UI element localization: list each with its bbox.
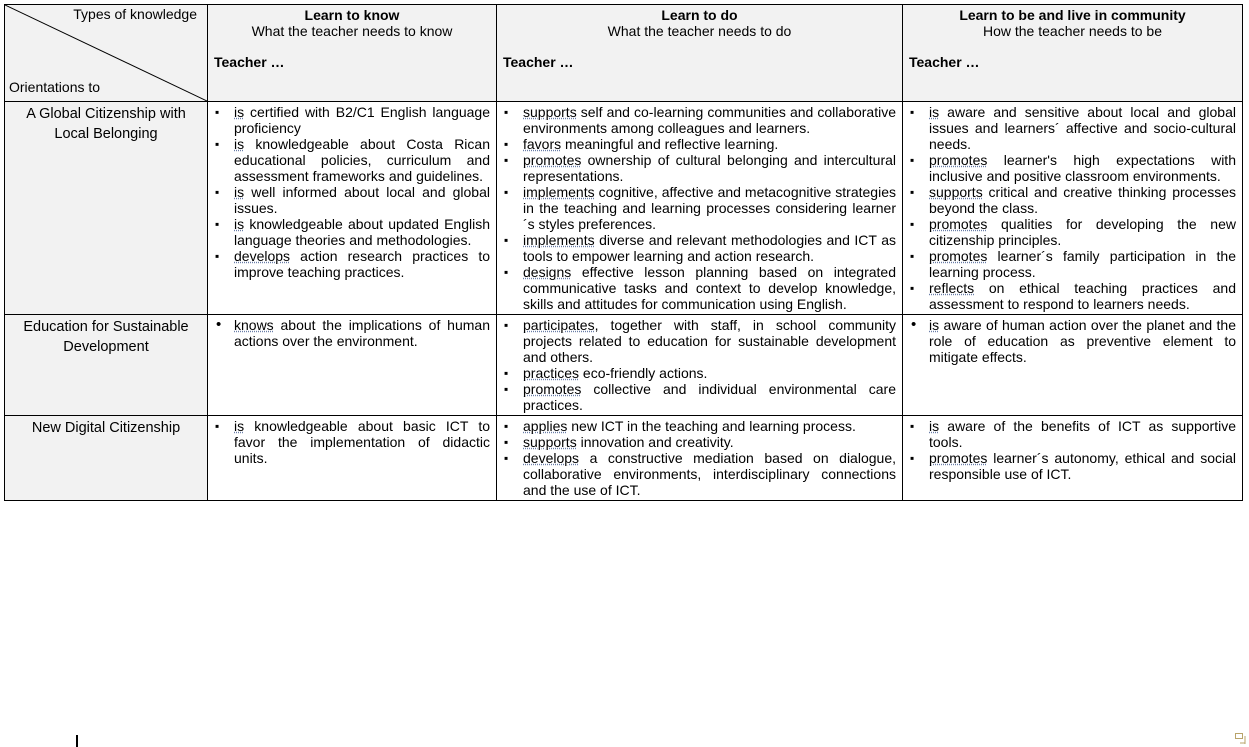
item-verb: reflects: [929, 280, 975, 296]
corner-top-label: Types of knowledge: [73, 6, 197, 22]
list-item: [503, 365, 896, 381]
item-verb: promotes: [523, 381, 582, 397]
cell-learn-to-know: [208, 102, 497, 315]
column-teacher-label: Teacher …: [214, 54, 285, 70]
item-text: action research practices to improve teaching practices.: [234, 248, 490, 280]
column-title: Learn to be and live in community: [959, 7, 1186, 23]
column-header-learn-to-be: [903, 5, 1243, 102]
item-text: , together with staff, in school community projects related to education for sustainable development and others.: [523, 317, 896, 365]
item-text: learner´s autonomy, ethical and social responsible use of ICT.: [929, 450, 1236, 482]
list-item: [503, 450, 896, 498]
list-item: [909, 418, 1236, 450]
item-verb: implements: [523, 184, 595, 200]
item-text: new ICT in the teaching and learning process.: [567, 418, 856, 434]
column-header-learn-to-know: [208, 5, 497, 102]
item-verb: practices: [523, 365, 580, 381]
list-item: [214, 248, 490, 280]
text-cursor-mark: [76, 735, 80, 747]
item-verb: is: [234, 216, 245, 232]
cell-learn-to-know: [208, 315, 497, 416]
item-verb: supports: [523, 434, 577, 450]
item-text: well informed about local and global issues.: [234, 184, 490, 216]
list-item: [909, 184, 1236, 216]
list-item: [503, 136, 896, 152]
list-item: [503, 104, 896, 136]
item-verb: promotes: [929, 248, 988, 264]
item-text: aware and sensitive about local and global issues and learners´ affective and socio-cultural needs.: [929, 104, 1236, 152]
bullet-list: [909, 104, 1236, 312]
cell-learn-to-do: [497, 416, 903, 501]
list-item: [503, 418, 896, 434]
list-item: [503, 434, 896, 450]
item-text: diverse and relevant methodologies and ICT as tools to empower learning and action research.: [523, 232, 896, 264]
list-item: [909, 104, 1236, 152]
item-text: collective and individual environmental care practices.: [523, 381, 896, 413]
item-verb: promotes: [523, 152, 582, 168]
item-text: about the implications of human actions over the environment.: [234, 317, 490, 349]
cell-learn-to-be: [903, 416, 1243, 501]
row-global-citizenship: [5, 102, 1243, 315]
item-verb: knows: [234, 317, 274, 333]
list-item: [214, 136, 490, 184]
list-item: [909, 450, 1236, 482]
row-label: A Global Citizenship with Local Belonging: [5, 102, 208, 315]
item-text: ownership of cultural belonging and intercultural representations.: [523, 152, 896, 184]
column-teacher-label: Teacher …: [909, 54, 980, 70]
item-text: knowledgeable about Costa Rican educational policies, curriculum and assessment frameworks and guidelines.: [234, 136, 490, 184]
item-text: eco-friendly actions.: [579, 365, 708, 381]
header-row: [5, 5, 1243, 102]
item-text: learner's high expectations with inclusive and positive classroom environments.: [929, 152, 1236, 184]
item-verb: develops: [523, 450, 580, 466]
list-item: [214, 317, 490, 349]
bullet-list: [214, 104, 490, 280]
item-text: critical and creative thinking processes beyond the class.: [929, 184, 1236, 216]
layout-options-icon[interactable]: [1235, 733, 1247, 745]
column-teacher-label: Teacher …: [503, 54, 574, 70]
item-verb: implements: [523, 232, 595, 248]
list-item: [909, 152, 1236, 184]
item-verb: promotes: [929, 152, 988, 168]
item-verb: supports: [929, 184, 983, 200]
item-text: learner´s family participation in the learning process.: [929, 248, 1236, 280]
item-text: aware of human action over the planet and the role of education as preventive element to mitigate effects.: [929, 317, 1236, 365]
item-verb: promotes: [929, 216, 988, 232]
cell-learn-to-know: [208, 416, 497, 501]
list-item: [503, 232, 896, 264]
cell-learn-to-be: [903, 315, 1243, 416]
item-verb: designs: [523, 264, 572, 280]
list-item: [909, 317, 1236, 365]
column-header-learn-to-do: [497, 5, 903, 102]
item-verb: participates: [523, 317, 595, 333]
list-item: [503, 152, 896, 184]
list-item: [503, 184, 896, 232]
column-subtitle: What the teacher needs to do: [607, 23, 792, 39]
list-item: [214, 418, 490, 466]
bullet-list: [909, 418, 1236, 482]
item-text: knowledgeable about basic ICT to favor the implementation of didactic units.: [234, 418, 490, 466]
row-sustainable-development: [5, 315, 1243, 416]
cell-learn-to-do: [497, 315, 903, 416]
corner-cell: [5, 5, 208, 102]
cell-learn-to-be: [903, 102, 1243, 315]
item-verb: supports: [523, 104, 577, 120]
item-text: certified with B2/C1 English language proficiency: [234, 104, 490, 136]
bullet-list: [503, 104, 896, 312]
column-title: Learn to do: [661, 7, 738, 23]
list-item: [503, 317, 896, 365]
row-label: New Digital Citizenship: [5, 416, 208, 501]
item-text: knowledgeable about updated English language theories and methodologies.: [234, 216, 490, 248]
bullet-list: [214, 418, 490, 466]
item-verb: develops: [234, 248, 291, 264]
column-title: Learn to know: [304, 7, 400, 23]
column-subtitle: What the teacher needs to know: [251, 23, 453, 39]
item-text: meaningful and reflective learning.: [561, 136, 779, 152]
table-body: [5, 102, 1243, 501]
bullet-list: [503, 418, 896, 498]
item-verb: is: [929, 104, 940, 120]
item-text: cognitive, affective and metacognitive strategies in the teaching and learning processes considering learner´s styles preferences.: [523, 184, 896, 232]
item-text: aware of the benefits of ICT as supportive tools.: [929, 418, 1236, 450]
item-verb: is: [234, 136, 245, 152]
item-verb: is: [929, 317, 940, 333]
list-item: [909, 248, 1236, 280]
list-item: [214, 184, 490, 216]
item-verb: is: [234, 104, 245, 120]
corner-bottom-label: Orientations to: [9, 79, 101, 95]
bullet-list: [909, 317, 1236, 365]
list-item: [503, 381, 896, 413]
item-text: qualities for developing the new citizenship principles.: [929, 216, 1236, 248]
item-text: innovation and creativity.: [576, 434, 734, 450]
item-verb: is: [234, 418, 245, 434]
list-item: [214, 104, 490, 136]
item-text: effective lesson planning based on integrated communicative tasks and context to develop knowledge, skills and attitudes for communication using English.: [523, 264, 896, 312]
bullet-list: [503, 317, 896, 413]
column-subtitle: How the teacher needs to be: [982, 23, 1162, 39]
item-verb: is: [929, 418, 940, 434]
bullet-list: [214, 317, 490, 349]
list-item: [214, 216, 490, 248]
cell-learn-to-do: [497, 102, 903, 315]
item-text: a constructive mediation based on dialogue, collaborative environments, interdisciplinary connections and the use of ICT.: [523, 450, 896, 498]
item-text: self and co-learning communities and collaborative environments among colleagues and learners.: [523, 104, 896, 136]
item-verb: applies: [523, 418, 568, 434]
list-item: [503, 264, 896, 312]
item-verb: favors: [523, 136, 562, 152]
list-item: [909, 216, 1236, 248]
row-digital-citizenship: [5, 416, 1243, 501]
row-label: Education for Sustainable Development: [5, 315, 208, 416]
knowledge-table: [4, 4, 1243, 501]
list-item: [909, 280, 1236, 312]
item-verb: is: [234, 184, 245, 200]
item-verb: promotes: [929, 450, 988, 466]
item-text: on ethical teaching practices and assessment to respond to learners needs.: [929, 280, 1236, 312]
